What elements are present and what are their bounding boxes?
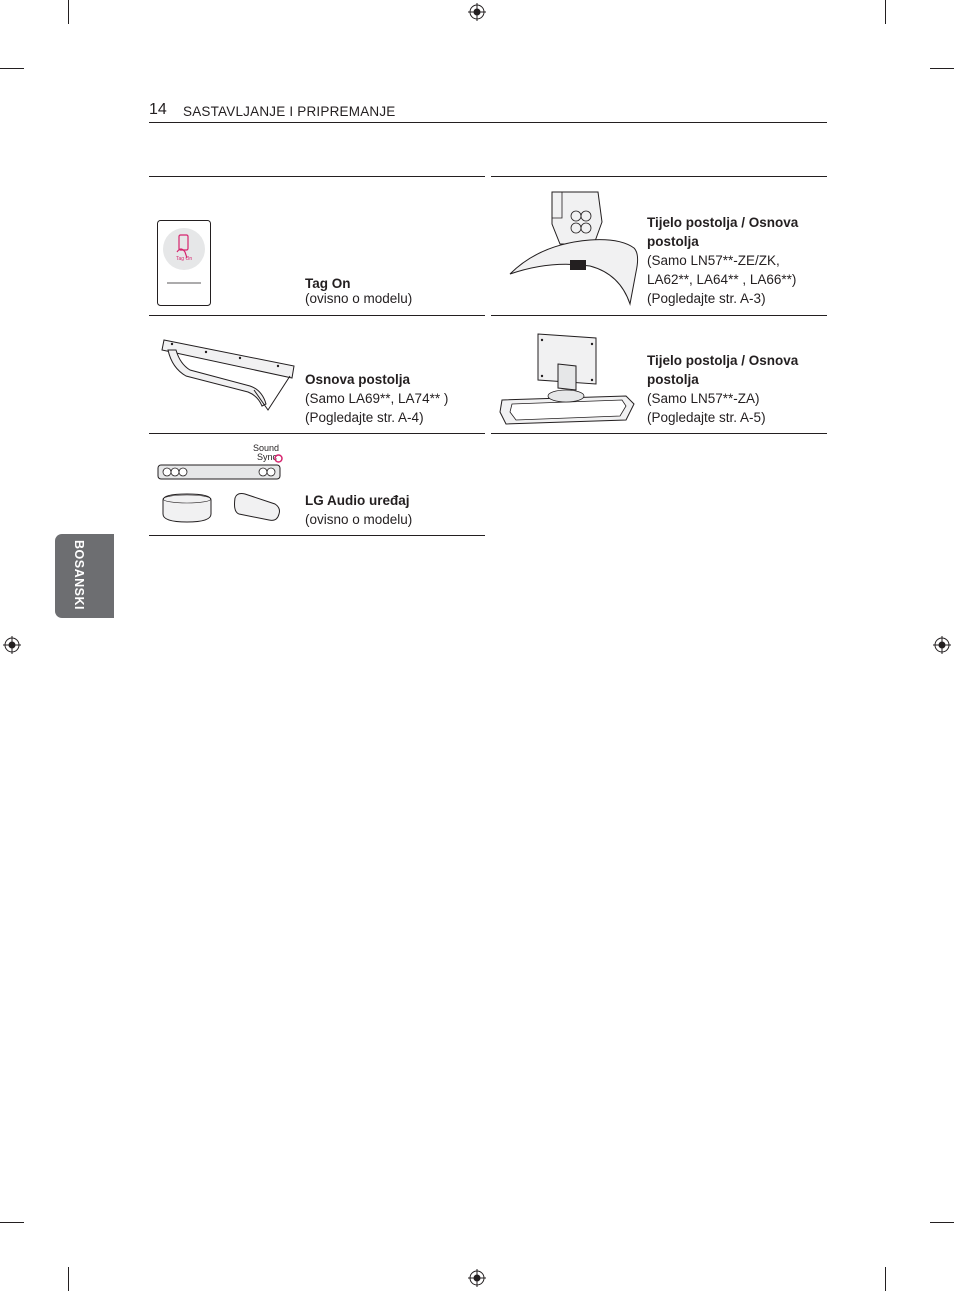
tag-on-card-illustration xyxy=(157,220,211,306)
table-rule xyxy=(149,176,485,177)
item-line: (Pogledajte str. A-5) xyxy=(647,410,766,425)
stand-base-illustration xyxy=(158,336,296,412)
crop-mark xyxy=(68,0,69,24)
item-title: Tijelo postolja / Osnova postolja xyxy=(647,215,799,249)
item-line: (Pogledajte str. A-3) xyxy=(647,291,766,306)
item-title: LG Audio uređaj xyxy=(305,493,410,508)
item-lg-audio xyxy=(305,491,483,529)
table-rule xyxy=(149,535,485,536)
language-tab-label: BOSANSKI xyxy=(72,540,86,610)
item-line: (ovisno o modelu) xyxy=(305,291,413,306)
sound-sync-line2: Sync xyxy=(257,452,278,462)
registration-mark-icon xyxy=(468,3,486,21)
item-title: Tag On xyxy=(305,276,351,291)
page-number: 14 xyxy=(149,101,167,118)
stand-body-base-za-illustration xyxy=(498,330,638,426)
page-header xyxy=(149,100,827,123)
item-line: (Samo LA69**, LA74** ) xyxy=(305,391,449,406)
item-line: (Samo LN57**-ZA) xyxy=(647,391,760,406)
table-rule xyxy=(491,176,827,177)
table-rule xyxy=(491,315,827,316)
registration-mark-icon xyxy=(468,1269,486,1287)
crop-mark xyxy=(885,0,886,24)
crop-mark xyxy=(68,1267,69,1291)
tag-on-logo-text: Tag On xyxy=(176,256,193,262)
item-line: (Pogledajte str. A-4) xyxy=(305,410,424,425)
section-title: SASTAVLJANJE I PRIPREMANJE xyxy=(183,104,396,119)
item-title: Osnova postolja xyxy=(305,372,411,387)
table-rule xyxy=(149,315,485,316)
crop-mark xyxy=(0,68,24,69)
registration-mark-icon xyxy=(933,636,951,654)
table-rule xyxy=(149,433,485,434)
item-line: (ovisno o modelu) xyxy=(305,512,413,527)
crop-mark xyxy=(0,1222,24,1223)
crop-mark xyxy=(930,68,954,69)
item-stand-body-base-a5 xyxy=(647,351,825,427)
crop-mark xyxy=(885,1267,886,1291)
registration-mark-icon xyxy=(3,636,21,654)
stand-body-base-illustration xyxy=(506,186,642,308)
lg-audio-devices-illustration xyxy=(157,462,283,526)
item-line: LA62**, LA64** , LA66**) xyxy=(647,272,797,287)
item-title: Tijelo postolja / Osnova postolja xyxy=(647,353,799,387)
item-stand-base-a4 xyxy=(305,370,483,427)
item-stand-body-base-a3 xyxy=(647,213,825,308)
item-tag-on xyxy=(305,276,412,306)
sound-sync-line1: Sound xyxy=(253,443,280,453)
table-rule xyxy=(491,433,827,434)
crop-mark xyxy=(930,1222,954,1223)
item-line: (Samo LN57**-ZE/ZK, xyxy=(647,253,780,268)
